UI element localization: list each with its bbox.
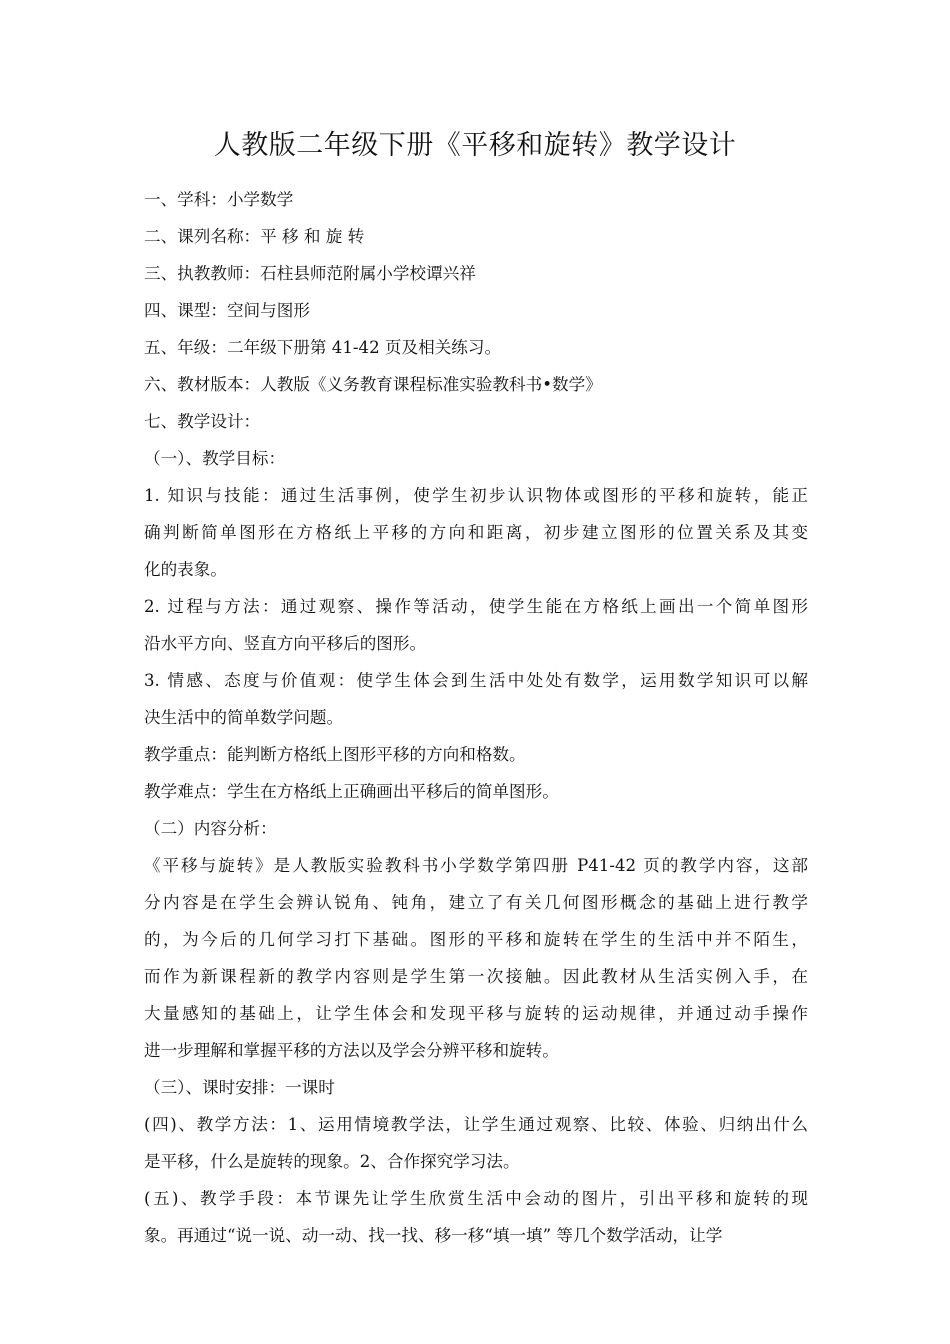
text-line: 化的表象。 xyxy=(144,560,227,579)
item-lesson-name: 二、课列名称：平 移 和 旋 转 xyxy=(144,227,365,246)
text-line: 是平移，什么是旋转的现象。2、合作探究学习法。 xyxy=(144,1152,520,1171)
section-methods xyxy=(144,1106,808,1180)
section-schedule: （三）、课时安排：一课时 xyxy=(144,1078,335,1097)
text-line: 1. 知识与技能：通过生活事例，使学生初步认识物体或图形的平移和旋转，能正 xyxy=(144,486,808,505)
text-line: 大量感知的基础上，让学生体会和发现平移与旋转的运动规律，并通过动手操作 xyxy=(144,1004,808,1023)
text-line: 分内容是在学生会辨认锐角、钝角，建立了有关几何图形概念的基础上进行教学 xyxy=(144,893,808,912)
text-line: 决生活中的简单数学问题。 xyxy=(144,708,344,727)
goal-attitude xyxy=(144,662,808,736)
section-goals-heading: （一）、教学目标： xyxy=(144,449,286,468)
text-line: 进一步理解和掌握平移的方法以及学会分辨平移和旋转。 xyxy=(144,1041,559,1060)
text-line: 确判断简单图形在方格纸上平移的方向和距离，初步建立图形的位置关系及其变 xyxy=(144,523,808,542)
document-body xyxy=(144,181,808,1254)
text-line: 3. 情感、态度与价值观：使学生体会到生活中处处有数学，运用数学知识可以解 xyxy=(144,671,808,690)
key-point: 教学重点：能判断方格纸上图形平移的方向和格数。 xyxy=(144,745,526,764)
text-line: (四)、教学方法：1、运用情境教学法，让学生通过观察、比较、体验、归纳出什么 xyxy=(144,1115,808,1134)
text-line: 2. 过程与方法：通过观察、操作等活动，使学生能在方格纸上画出一个简单图形 xyxy=(144,597,808,616)
item-subject: 一、学科：小学数学 xyxy=(144,190,294,209)
text-line: 《平移与旋转》是人教版实验教科书小学数学第四册 P41-42 页的教学内容，这部 xyxy=(144,856,808,875)
goal-knowledge xyxy=(144,477,808,588)
section-analysis-heading: （二）内容分析： xyxy=(144,819,277,838)
text-line: (五)、教学手段：本节课先让学生欣赏生活中会动的图片，引出平移和旋转的现 xyxy=(144,1189,808,1208)
text-line: 沿水平方向、竖直方向平移后的图形。 xyxy=(144,634,427,653)
item-grade: 五、年级：二年级下册第 41-42 页及相关练习。 xyxy=(144,338,502,357)
item-textbook: 六、教材版本：人教版《义务教育课程标准实验教科书•数学》 xyxy=(144,375,602,394)
analysis-paragraph xyxy=(144,847,808,1069)
item-teacher: 三、执教教师：石柱县师范附属小学校谭兴祥 xyxy=(144,264,476,283)
item-design: 七、教学设计： xyxy=(144,412,261,431)
text-line: 而作为新课程新的教学内容则是学生第一次接触。因此教材从生活实例入手，在 xyxy=(144,967,808,986)
difficult-point: 教学难点：学生在方格纸上正确画出平移后的简单图形。 xyxy=(144,782,559,801)
text-line: 的，为今后的几何学习打下基础。图形的平移和旋转在学生的生活中并不陌生， xyxy=(144,930,808,949)
item-lesson-type: 四、课型：空间与图形 xyxy=(144,301,310,320)
document-title: 人教版二年级下册《平移和旋转》教学设计 xyxy=(213,130,737,161)
goal-process xyxy=(144,588,808,662)
text-line: 象。再通过“说一说、动一动、找一找、移一移“填一填” 等几个数学活动，让学 xyxy=(144,1226,723,1245)
section-means xyxy=(144,1180,808,1254)
